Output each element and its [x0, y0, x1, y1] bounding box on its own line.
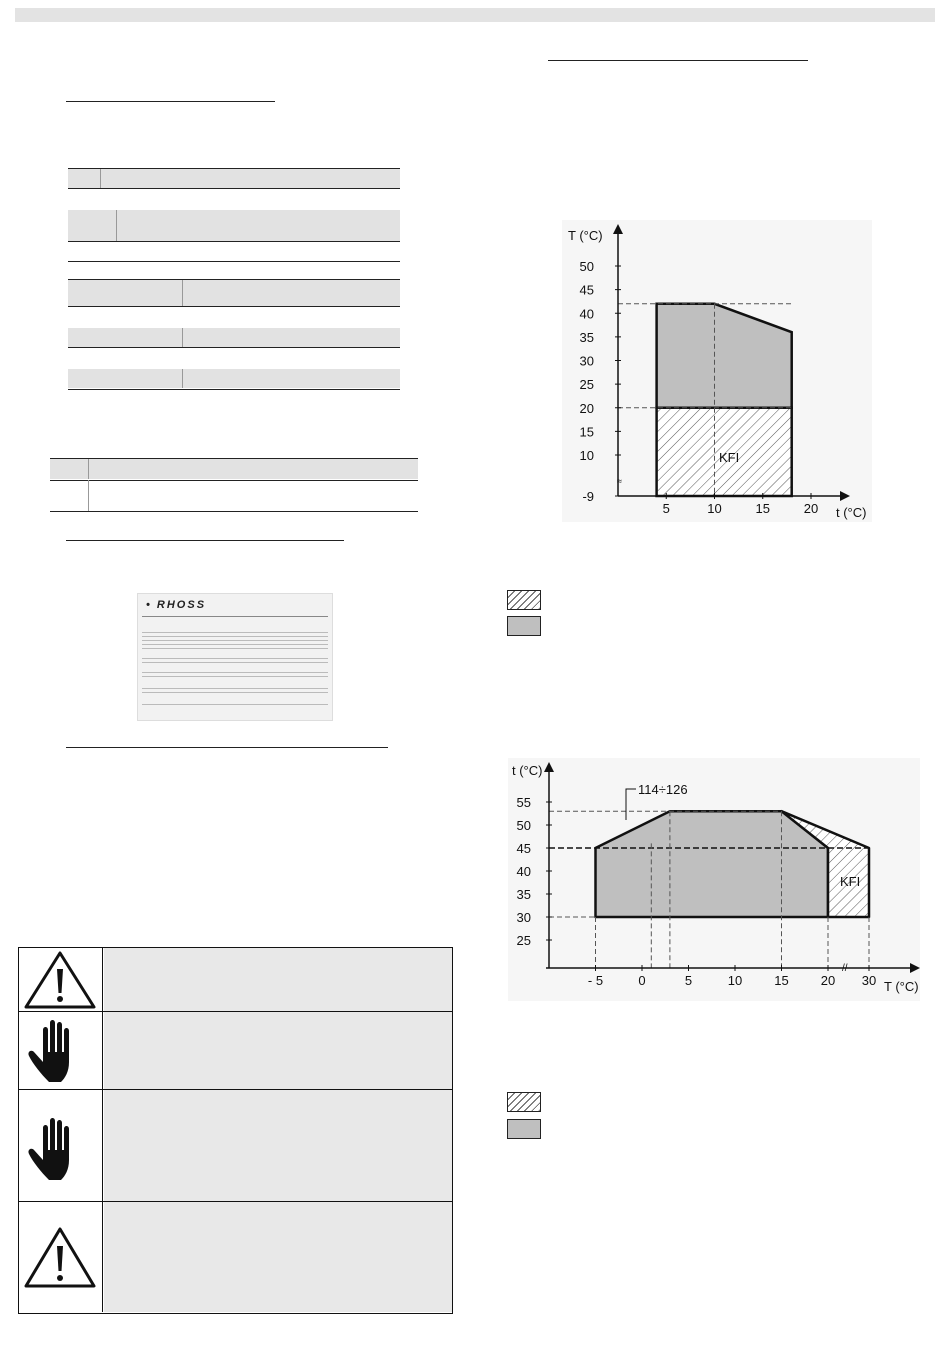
table-row	[68, 169, 400, 188]
rhoss-logo: • RHOSS	[146, 599, 207, 611]
x-tick-label: 0	[638, 973, 646, 988]
x-tick-label: 5	[662, 501, 670, 516]
caution-text-cell	[104, 1090, 452, 1201]
x-axis-label: t (°C)	[836, 505, 867, 520]
y-tick-label: 30	[579, 353, 594, 369]
section-heading-rule-3	[66, 747, 388, 748]
legend-grey-swatch	[507, 1119, 541, 1139]
y-tick-label: 15	[579, 424, 594, 440]
x-tick-label: 15	[755, 501, 770, 516]
y-tick-label: 50	[579, 259, 594, 274]
warning-triangle-icon	[19, 1202, 101, 1312]
y-tick-label: 35	[579, 329, 594, 345]
page-header-bar	[15, 8, 935, 22]
warning-text-cell	[104, 948, 452, 1011]
table-row	[68, 280, 400, 306]
legend-grey-swatch	[507, 616, 541, 636]
y-tick-label: 45	[516, 841, 531, 856]
warning-cell	[19, 948, 103, 1011]
caution-text-cell	[104, 1012, 452, 1089]
y-tick-label: 10	[579, 448, 594, 463]
section-heading-rule-4	[548, 60, 808, 61]
kfi-label: KFI	[719, 450, 740, 465]
y-tick-label: 40	[516, 864, 531, 879]
table-row	[68, 369, 400, 388]
x-tick-label: 30	[861, 973, 877, 988]
x-axis-label: T (°C)	[884, 979, 919, 994]
warning-text-cell	[104, 1202, 452, 1312]
operating-limits-chart-cooling	[562, 220, 872, 522]
y-tick-label: 45	[579, 282, 594, 298]
y-tick-label: 50	[516, 818, 531, 833]
y-tick-label: 25	[516, 933, 531, 948]
table-row	[68, 210, 400, 241]
y-axis-label: t (°C)	[512, 763, 543, 778]
safety-warnings-table	[18, 947, 453, 1314]
x-tick-label: 20	[820, 973, 836, 988]
warning-cell	[19, 1202, 103, 1312]
y-tick-label: 40	[579, 306, 594, 322]
y-tick-label: 55	[516, 795, 531, 810]
y-tick-label: 20	[579, 400, 594, 416]
warning-triangle-icon	[19, 948, 101, 1011]
section-heading-rule-1	[66, 101, 275, 102]
axis-break-mark: //	[842, 963, 848, 974]
x-tick-label: 10	[707, 501, 722, 516]
annotation-label: 114÷126	[638, 782, 688, 797]
axis-break-mark: ≈	[617, 476, 622, 486]
stop-hand-icon	[19, 1090, 101, 1201]
x-tick-label: - 5	[587, 973, 604, 988]
table-row	[68, 328, 400, 347]
legend-hatched-swatch	[507, 1092, 541, 1112]
y-tick-label: -9	[582, 489, 594, 504]
operating-limits-chart-heating	[508, 758, 920, 1001]
y-tick-label: 35	[516, 887, 531, 902]
y-tick-label: 30	[516, 910, 531, 925]
stop-hand-icon	[19, 1012, 101, 1089]
table-row	[50, 459, 418, 479]
x-tick-label: 5	[684, 973, 693, 988]
caution-cell	[19, 1012, 103, 1089]
x-tick-label: 20	[803, 501, 819, 516]
legend-hatched-swatch	[507, 590, 541, 610]
x-tick-label: 10	[727, 973, 743, 988]
x-tick-label: 15	[774, 973, 789, 988]
kfi-label: KFI	[840, 874, 861, 889]
y-tick-label: 25	[579, 377, 594, 393]
y-axis-label: T (°C)	[568, 228, 603, 243]
rating-plate-image	[138, 594, 332, 720]
section-heading-rule-2	[66, 540, 344, 541]
caution-cell	[19, 1090, 103, 1201]
